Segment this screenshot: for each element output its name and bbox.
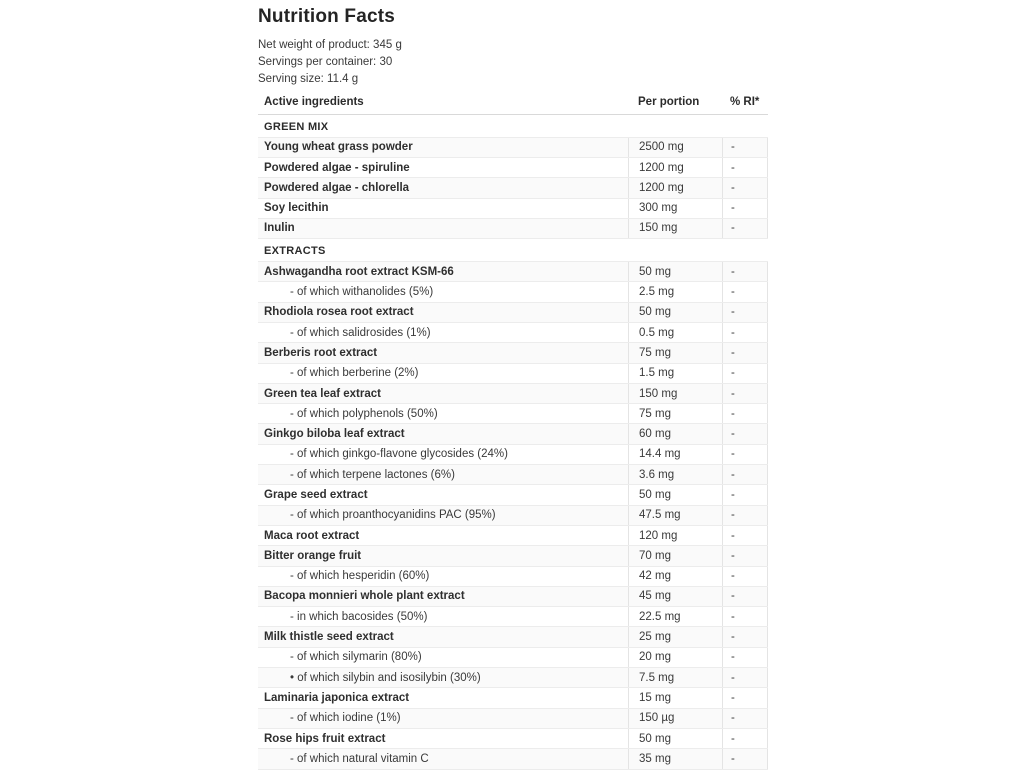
ingredient-label: Bacopa monnieri whole plant extract	[264, 590, 465, 603]
table-row	[258, 138, 768, 158]
amount-value: 300 mg	[628, 199, 722, 218]
ingredient-label: Milk thistle seed extract	[264, 631, 394, 644]
table-body	[258, 115, 768, 770]
ingredient-label: Grape seed extract	[264, 489, 368, 501]
ingredient-label: - of which withanolides (5%)	[290, 286, 434, 299]
ingredient-label: Rhodiola rosea root extract	[264, 306, 414, 319]
table-row	[258, 424, 768, 444]
table-row	[258, 567, 768, 587]
amount-value: 150 mg	[628, 384, 722, 403]
ri-value: -	[722, 323, 768, 342]
table-row	[258, 262, 768, 282]
ingredient-label: - of which polyphenols (50%)	[290, 407, 438, 420]
table-row	[258, 709, 768, 729]
table-row	[258, 303, 768, 323]
ingredient-label: Powdered algae - chlorella	[264, 181, 410, 194]
column-header-ingredients: Active ingredients	[264, 95, 364, 108]
amount-value: 14.4 mg	[628, 445, 722, 464]
amount-value: 2500 mg	[628, 138, 722, 157]
ingredient-label: Berberis root extract	[264, 346, 378, 359]
amount-value: 0.5 mg	[628, 323, 722, 342]
ingredient-label: - of which hesperidin (60%)	[290, 570, 430, 583]
table-row	[258, 178, 768, 198]
ingredient-label: Young wheat grass powder	[264, 141, 413, 154]
ri-value: -	[722, 384, 768, 403]
product-meta	[258, 37, 768, 89]
ri-value: -	[722, 465, 768, 484]
ri-value: -	[722, 445, 768, 464]
ri-value: -	[722, 424, 768, 443]
table-row	[258, 323, 768, 343]
table-row	[258, 219, 768, 239]
ri-value: -	[722, 627, 768, 646]
table-row	[258, 404, 768, 424]
table-row	[258, 688, 768, 708]
table-row	[258, 343, 768, 363]
amount-value: 50 mg	[628, 729, 722, 748]
ingredient-label: - of which natural vitamin C	[290, 752, 429, 765]
amount-value: 45 mg	[628, 587, 722, 606]
table-row	[258, 546, 768, 566]
table-row	[258, 587, 768, 607]
ri-value: -	[722, 648, 768, 667]
table-row	[258, 668, 768, 688]
ingredient-label: Laminaria japonica extract	[264, 691, 410, 704]
ri-value: -	[722, 526, 768, 545]
ri-value: -	[722, 729, 768, 748]
ingredient-label: Ashwagandha root extract KSM-66	[264, 265, 454, 278]
amount-value: 1200 mg	[628, 178, 722, 197]
ri-value: -	[722, 138, 768, 157]
ri-value: -	[722, 199, 768, 218]
ri-value: -	[722, 709, 768, 728]
servings-per-container-line: Servings per container: 30	[258, 56, 393, 69]
amount-value: 25 mg	[628, 627, 722, 646]
ingredient-label: Powdered algae - spiruline	[264, 161, 410, 174]
table-row	[258, 749, 768, 769]
column-header-ri: % RI*	[730, 95, 760, 108]
ri-value: -	[722, 282, 768, 301]
amount-value: 3.6 mg	[628, 465, 722, 484]
ingredient-label: Ginkgo biloba leaf extract	[264, 428, 405, 441]
table-row	[258, 607, 768, 627]
ri-value: -	[722, 303, 768, 322]
amount-value: 60 mg	[628, 424, 722, 443]
table-row	[258, 158, 768, 178]
amount-value: 120 mg	[628, 526, 722, 545]
amount-value: 1200 mg	[628, 158, 722, 177]
ingredient-label: - of which silymarin (80%)	[290, 651, 422, 664]
table-row	[258, 384, 768, 404]
ri-value: -	[722, 219, 768, 238]
ingredient-label: Inulin	[264, 222, 295, 235]
ri-value: -	[722, 364, 768, 383]
amount-value: 20 mg	[628, 648, 722, 667]
ri-value: -	[722, 567, 768, 586]
table-row	[258, 627, 768, 647]
ri-value: -	[722, 546, 768, 565]
ingredient-label: Soy lecithin	[264, 202, 329, 215]
ri-value: -	[722, 749, 768, 768]
ri-value: -	[722, 668, 768, 687]
ingredient-label: - of which terpene lactones (6%)	[290, 468, 455, 481]
table-row	[258, 506, 768, 526]
amount-value: 15 mg	[628, 688, 722, 707]
section-rows	[258, 137, 768, 239]
section-rows	[258, 261, 768, 769]
column-header-per-portion: Per portion	[638, 95, 700, 108]
amount-value: 47.5 mg	[628, 506, 722, 525]
amount-value: 150 mg	[628, 219, 722, 238]
ri-value: -	[722, 485, 768, 504]
table-row	[258, 465, 768, 485]
ingredient-label: - in which bacosides (50%)	[290, 610, 428, 623]
amount-value: 2.5 mg	[628, 282, 722, 301]
serving-size-line: Serving size: 11.4 g	[258, 73, 359, 86]
ri-value: -	[722, 343, 768, 362]
ri-value: -	[722, 178, 768, 197]
amount-value: 70 mg	[628, 546, 722, 565]
amount-value: 50 mg	[628, 303, 722, 322]
nutrition-facts-panel	[258, 0, 768, 770]
ri-value: -	[722, 158, 768, 177]
ri-value: -	[722, 607, 768, 626]
ingredient-label: - of which proanthocyanidins PAC (95%)	[290, 509, 496, 522]
page-title: Nutrition Facts	[258, 6, 396, 27]
ingredient-label: - of which iodine (1%)	[290, 712, 401, 725]
table-row	[258, 729, 768, 749]
ingredient-label: Green tea leaf extract	[264, 387, 381, 400]
section-title: EXTRACTS	[264, 245, 326, 258]
table-section	[258, 239, 768, 769]
table-row	[258, 526, 768, 546]
ingredient-label: - of which berberine (2%)	[290, 367, 419, 380]
ingredient-label: Bitter orange fruit	[264, 549, 362, 562]
amount-value: 35 mg	[628, 749, 722, 768]
section-title: GREEN MIX	[264, 120, 329, 133]
net-weight-line: Net weight of product: 345 g	[258, 39, 402, 51]
amount-value: 50 mg	[628, 262, 722, 281]
table-header-row	[258, 92, 768, 115]
amount-value: 7.5 mg	[628, 668, 722, 687]
amount-value: 1.5 mg	[628, 364, 722, 383]
amount-value: 42 mg	[628, 567, 722, 586]
ingredient-label: • of which silybin and isosilybin (30%)	[290, 671, 481, 684]
ri-value: -	[722, 587, 768, 606]
table-row	[258, 282, 768, 302]
amount-value: 150 µg	[628, 709, 722, 728]
ri-value: -	[722, 688, 768, 707]
ingredient-label: Maca root extract	[264, 529, 360, 542]
table-row	[258, 364, 768, 384]
table-row	[258, 485, 768, 505]
ri-value: -	[722, 404, 768, 423]
ri-value: -	[722, 262, 768, 281]
table-section	[258, 115, 768, 239]
table-row	[258, 199, 768, 219]
ingredient-label: - of which ginkgo-flavone glycosides (24%)	[290, 448, 508, 461]
ri-value: -	[722, 506, 768, 525]
ingredient-label: Rose hips fruit extract	[264, 732, 386, 745]
ingredient-label: - of which salidrosides (1%)	[290, 326, 431, 339]
amount-value: 50 mg	[628, 485, 722, 504]
amount-value: 75 mg	[628, 404, 722, 423]
amount-value: 22.5 mg	[628, 607, 722, 626]
amount-value: 75 mg	[628, 343, 722, 362]
table-row	[258, 648, 768, 668]
table-row	[258, 445, 768, 465]
